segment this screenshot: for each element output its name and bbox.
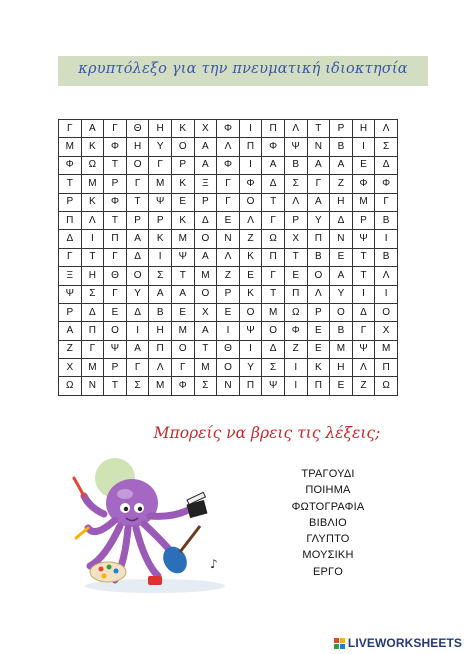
grid-cell[interactable]: Η [352,120,375,138]
grid-cell[interactable]: Π [262,120,285,138]
grid-cell[interactable]: Η [81,267,104,285]
grid-cell[interactable]: Μ [194,359,217,377]
grid-cell[interactable]: Ι [149,248,172,266]
grid-cell[interactable]: Ι [217,322,240,340]
grid-cell[interactable]: Δ [262,340,285,358]
grid-cell[interactable]: Η [330,359,353,377]
grid-row [59,359,398,377]
grid-cell[interactable]: Τ [126,193,149,211]
grid-cell[interactable]: Δ [59,230,82,248]
grid-cell[interactable]: Σ [284,175,307,193]
grid-cell[interactable]: Ο [330,303,353,321]
grid-cell[interactable]: Ο [104,322,127,340]
grid-cell[interactable]: Υ [239,359,262,377]
grid-cell[interactable]: Ι [239,120,262,138]
grid-cell[interactable]: Ο [194,230,217,248]
grid-cell[interactable]: Α [330,267,353,285]
grid-cell[interactable]: Γ [59,120,82,138]
grid-cell[interactable]: Τ [352,267,375,285]
grid-cell[interactable]: Ε [171,303,194,321]
grid-cell[interactable]: Ρ [330,120,353,138]
grid-cell[interactable]: Χ [194,120,217,138]
grid-cell[interactable]: Π [149,340,172,358]
grid-row [59,211,398,229]
grid-cell[interactable]: Φ [104,138,127,156]
grid-cell[interactable]: Ρ [104,175,127,193]
word-list [248,466,408,580]
grid-cell[interactable]: Ε [171,193,194,211]
grid-cell[interactable]: Δ [194,211,217,229]
instruction-question: Μπορείς να βρεις τις λέξεις; [153,424,381,442]
grid-cell[interactable]: Π [307,377,330,395]
grid-cell[interactable]: Ο [126,156,149,174]
grid-cell[interactable]: Ω [59,377,82,395]
grid-row [59,285,398,303]
grid-cell[interactable]: Α [171,285,194,303]
grid-cell[interactable]: Α [126,340,149,358]
grid-cell[interactable]: Φ [104,193,127,211]
grid-cell[interactable]: Μ [330,340,353,358]
grid-cell[interactable]: Γ [217,175,240,193]
grid-cell[interactable]: Ο [262,322,285,340]
grid-cell[interactable]: Π [307,230,330,248]
grid-cell[interactable]: Χ [375,322,398,340]
grid-cell[interactable]: Β [149,303,172,321]
grid-cell[interactable]: Ν [330,230,353,248]
grid-cell[interactable]: Ψ [284,138,307,156]
grid-cell[interactable]: Ο [194,285,217,303]
grid-cell[interactable]: Ο [126,267,149,285]
grid-cell[interactable]: Δ [330,211,353,229]
grid-cell[interactable]: Φ [217,156,240,174]
grid-cell[interactable]: Χ [194,303,217,321]
grid-cell[interactable]: Ι [375,285,398,303]
grid-cell[interactable]: Ζ [352,377,375,395]
grid-cell[interactable]: Ι [239,156,262,174]
grid-cell[interactable]: Α [262,156,285,174]
grid-cell[interactable]: Τ [284,248,307,266]
grid-cell[interactable]: Γ [104,285,127,303]
grid-cell[interactable]: Τ [104,377,127,395]
grid-cell[interactable]: Κ [171,175,194,193]
grid-cell[interactable]: Π [284,285,307,303]
grid-row [59,303,398,321]
grid-cell[interactable]: Υ [149,138,172,156]
grid-cell[interactable]: Γ [375,193,398,211]
grid-cell[interactable]: Σ [194,377,217,395]
grid-cell[interactable]: Ζ [217,267,240,285]
grid-cell[interactable]: Δ [375,156,398,174]
grid-cell[interactable]: Β [284,156,307,174]
grid-cell[interactable]: Λ [284,120,307,138]
grid-cell[interactable]: Μ [352,193,375,211]
grid-cell[interactable]: Α [126,230,149,248]
grid-cell[interactable]: Ι [375,230,398,248]
grid-cell[interactable]: Ψ [352,230,375,248]
grid-cell[interactable]: Δ [352,303,375,321]
grid-cell[interactable]: Α [149,285,172,303]
grid-cell[interactable]: Π [104,230,127,248]
grid-cell[interactable]: Σ [375,138,398,156]
grid-cell[interactable]: Ο [239,193,262,211]
grid-cell[interactable]: Γ [307,175,330,193]
grid-cell[interactable]: Γ [171,359,194,377]
grid-cell[interactable]: Ζ [239,230,262,248]
grid-cell[interactable]: Γ [262,211,285,229]
grid-cell[interactable]: Ν [217,230,240,248]
grid-cell[interactable]: Τ [59,175,82,193]
grid-cell[interactable]: Ρ [307,303,330,321]
grid-cell[interactable]: Μ [375,340,398,358]
grid-cell[interactable]: Π [375,359,398,377]
grid-cell[interactable]: Ξ [59,267,82,285]
grid-cell[interactable]: Λ [375,267,398,285]
grid-cell[interactable]: Κ [149,230,172,248]
grid-cell[interactable]: Θ [217,340,240,358]
grid-row [59,193,398,211]
grid-cell[interactable]: Ο [171,340,194,358]
grid-cell[interactable]: Μ [194,267,217,285]
grid-cell[interactable]: Μ [262,303,285,321]
grid-cell[interactable]: Ρ [149,211,172,229]
grid-cell[interactable]: Ο [171,138,194,156]
grid-cell[interactable]: Α [194,322,217,340]
grid-cell[interactable]: Γ [126,359,149,377]
grid-cell[interactable]: Α [81,120,104,138]
grid-cell[interactable]: Φ [59,156,82,174]
grid-cell[interactable]: Υ [307,211,330,229]
grid-row [59,248,398,266]
grid-cell[interactable]: Ζ [330,175,353,193]
grid-cell[interactable]: Λ [81,211,104,229]
grid-cell[interactable]: Ρ [284,211,307,229]
grid-row [59,267,398,285]
grid-cell[interactable]: Γ [217,193,240,211]
word-list-item: ΓΛΥΠΤΟ [306,533,350,546]
grid-cell[interactable]: Π [81,322,104,340]
grid-cell[interactable]: Θ [104,267,127,285]
grid-cell[interactable]: Λ [284,193,307,211]
grid-cell[interactable]: Φ [171,377,194,395]
grid-cell[interactable]: Ρ [59,193,82,211]
grid-cell[interactable]: Ι [284,377,307,395]
grid-cell[interactable]: Λ [149,359,172,377]
grid-cell[interactable]: Τ [262,193,285,211]
grid-cell[interactable]: Β [375,248,398,266]
grid-cell[interactable]: Φ [375,175,398,193]
grid-cell[interactable]: Β [330,138,353,156]
grid-row [59,138,398,156]
grid-cell[interactable]: Φ [239,175,262,193]
grid-cell[interactable]: Λ [239,211,262,229]
grid-cell[interactable]: Β [307,248,330,266]
grid-cell[interactable]: Ρ [171,156,194,174]
grid-cell[interactable]: Ψ [149,193,172,211]
grid-cell[interactable]: Η [149,120,172,138]
grid-cell[interactable]: Ρ [352,211,375,229]
grid-cell[interactable]: Δ [262,175,285,193]
grid-cell[interactable]: Ρ [194,193,217,211]
grid-cell[interactable]: Δ [81,303,104,321]
grid-cell[interactable]: Μ [81,175,104,193]
grid-cell[interactable]: Ο [375,303,398,321]
grid-cell[interactable]: Ι [352,285,375,303]
grid-cell[interactable]: Ι [352,138,375,156]
grid-cell[interactable]: Κ [239,248,262,266]
grid-cell[interactable]: Δ [126,248,149,266]
grid-cell[interactable]: Ν [81,377,104,395]
grid-cell[interactable]: Ψ [104,340,127,358]
title-banner [58,56,428,86]
grid-cell[interactable]: Π [239,377,262,395]
grid-cell[interactable]: Ε [217,211,240,229]
grid-cell[interactable]: Ε [330,377,353,395]
grid-cell[interactable]: Χ [59,359,82,377]
grid-cell[interactable]: Μ [171,230,194,248]
grid-cell[interactable]: Ι [126,322,149,340]
grid-cell[interactable]: Η [126,138,149,156]
word-list-item: ΦΩΤΟΓΡΑΦΙΑ [291,500,365,513]
grid-cell[interactable]: Ω [284,303,307,321]
grid-cell[interactable]: Ψ [352,340,375,358]
grid-cell[interactable]: Σ [126,377,149,395]
grid-cell[interactable]: Κ [171,120,194,138]
grid-cell[interactable]: Α [194,138,217,156]
grid-row [59,175,398,193]
grid-cell[interactable]: Η [330,193,353,211]
grid-cell[interactable]: Μ [149,377,172,395]
grid-cell[interactable]: Λ [352,359,375,377]
grid-row [59,230,398,248]
grid-cell[interactable]: Ω [262,230,285,248]
grid-cell[interactable]: Ξ [194,175,217,193]
grid-row [59,340,398,358]
brand-name: LIVEWORKSHEETS [347,636,462,650]
grid-cell[interactable]: Κ [81,193,104,211]
grid-cell[interactable]: Ζ [284,340,307,358]
grid-cell[interactable]: Φ [284,322,307,340]
grid-row [59,156,398,174]
grid-cell[interactable]: Σ [149,267,172,285]
grid-cell[interactable]: Λ [307,285,330,303]
grid-cell[interactable]: Ε [284,267,307,285]
word-search-grid [58,119,398,396]
grid-cell[interactable]: Δ [126,303,149,321]
grid-cell[interactable]: Γ [104,120,127,138]
grid-row [59,322,398,340]
grid-cell[interactable]: Μ [149,175,172,193]
grid-cell[interactable]: Τ [307,120,330,138]
grid-cell[interactable]: Ρ [59,303,82,321]
grid-cell[interactable]: Υ [126,285,149,303]
grid-cell[interactable]: Σ [262,359,285,377]
grid-cell[interactable]: Γ [352,322,375,340]
word-list-item: ΤΡΑΓΟΥΔΙ [301,468,355,480]
grid-cell[interactable]: Α [59,322,82,340]
grid-cell[interactable]: Ε [352,156,375,174]
grid-cell[interactable]: Ω [81,156,104,174]
word-list-item: ΕΡΓΟ [312,565,344,578]
grid-cell[interactable]: Γ [126,175,149,193]
grid-cell[interactable]: Ε [104,303,127,321]
grid-cell[interactable]: Α [307,193,330,211]
grid-cell[interactable]: Μ [171,322,194,340]
grid-cell[interactable]: Φ [352,175,375,193]
grid-cell[interactable]: Ρ [217,285,240,303]
grid-cell[interactable]: Γ [149,156,172,174]
svg-text:♪: ♪ [210,557,218,571]
grid-cell[interactable]: Τ [352,248,375,266]
grid-cell[interactable]: Μ [59,138,82,156]
brand-logo [334,636,462,650]
grid-cell[interactable]: Κ [81,138,104,156]
grid-cell[interactable]: Ν [217,377,240,395]
grid-cell[interactable]: Τ [171,267,194,285]
grid-cell[interactable]: Ρ [126,211,149,229]
grid-cell[interactable]: Ψ [262,377,285,395]
grid-cell[interactable]: Ο [217,359,240,377]
grid-cell[interactable]: Ε [217,303,240,321]
grid-cell[interactable]: Π [262,248,285,266]
grid-cell[interactable]: Ε [239,267,262,285]
grid-cell[interactable]: Γ [262,267,285,285]
page-title: κρυπτόλεξο για την πνευματική ιδιοκτησία [78,61,408,77]
grid-cell[interactable]: Φ [217,120,240,138]
grid-cell[interactable]: Τ [104,156,127,174]
grid-cell[interactable]: Λ [217,138,240,156]
grid-cell[interactable]: Τ [104,211,127,229]
octopus-artist-icon [70,448,240,598]
grid-cell[interactable]: Υ [330,285,353,303]
grid-cell[interactable]: Β [330,322,353,340]
grid-cell[interactable]: Γ [81,340,104,358]
grid-cell[interactable]: Α [330,156,353,174]
grid-row [59,377,398,395]
grid-cell[interactable]: Ο [239,303,262,321]
grid-cell[interactable]: Ρ [104,359,127,377]
word-list-item: ΠΟΙΗΜΑ [305,484,351,497]
grid-cell[interactable]: Κ [307,359,330,377]
grid-row [59,120,398,138]
grid-cell[interactable]: Ζ [59,340,82,358]
grid-cell[interactable]: Ε [307,340,330,358]
grid-cell[interactable]: Χ [284,230,307,248]
grid-cell[interactable]: Ο [307,267,330,285]
word-list-item: ΒΙΒΛΙΟ [309,516,347,529]
grid-cell[interactable]: Γ [59,248,82,266]
grid-cell[interactable]: Ε [307,322,330,340]
grid-cell[interactable]: Φ [262,138,285,156]
grid-cell[interactable]: Ι [284,359,307,377]
brand-mark-icon [334,638,345,649]
grid-cell[interactable]: Τ [262,285,285,303]
grid-cell[interactable]: Τ [81,248,104,266]
grid-cell[interactable]: Μ [81,359,104,377]
word-list-item: ΜΟΥΣΙΚΗ [302,549,354,562]
grid-cell[interactable]: Β [375,211,398,229]
grid-cell[interactable]: Τ [194,340,217,358]
grid-cell[interactable]: Α [307,156,330,174]
grid-cell[interactable]: Π [239,138,262,156]
grid-cell[interactable]: Ι [81,230,104,248]
grid-cell[interactable]: Ι [239,340,262,358]
grid-cell[interactable]: Ω [375,377,398,395]
grid-cell[interactable]: Α [194,248,217,266]
grid-cell[interactable]: Α [194,156,217,174]
grid-cell[interactable]: Κ [171,211,194,229]
grid-cell[interactable]: Σ [81,285,104,303]
grid-cell[interactable]: Λ [217,248,240,266]
grid-cell[interactable]: Π [59,211,82,229]
grid-cell[interactable]: Λ [375,120,398,138]
grid-cell[interactable]: Ψ [171,248,194,266]
grid-cell[interactable]: Η [149,322,172,340]
grid-cell[interactable]: Γ [104,248,127,266]
grid-cell[interactable]: Ε [330,248,353,266]
grid-cell[interactable]: Ν [307,138,330,156]
grid-cell[interactable]: Κ [239,285,262,303]
grid-cell[interactable]: Ψ [59,285,82,303]
grid-cell[interactable]: Ψ [239,322,262,340]
grid-cell[interactable]: Θ [126,120,149,138]
